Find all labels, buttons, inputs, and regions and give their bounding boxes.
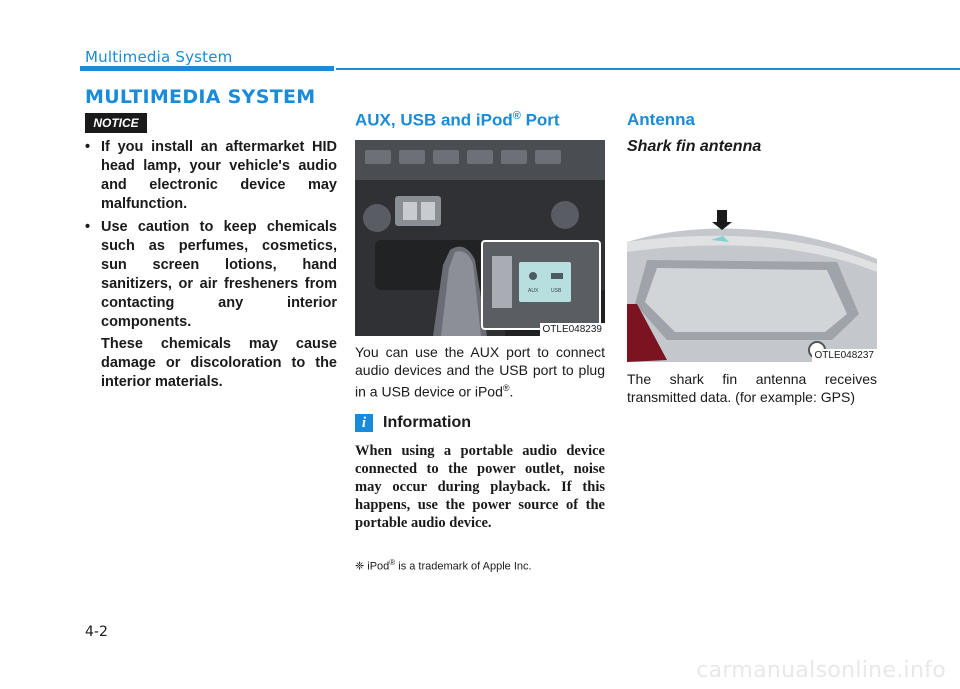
shark-fin-antenna-image — [627, 164, 877, 362]
page-title: MULTIMEDIA SYSTEM — [85, 86, 316, 108]
notice-badge: NOTICE — [85, 113, 147, 133]
car-rear-illustration — [627, 164, 877, 362]
notice-continuation: These chemicals may cause damage or discoloration to the interior materials. — [101, 336, 337, 390]
aux-usb-heading: AUX, USB and iPod® Port — [355, 110, 560, 130]
information-text: When using a portable audio device connected to the power outlet, noise may occur during playback. If this happens, use the power source of the portable audio device. — [355, 443, 605, 532]
bullet-icon: • — [85, 219, 91, 235]
aux-usb-column — [355, 110, 605, 573]
aux-usb-description: You can use the AUX port to connect audio devices and the USB port to plug in a USB device or iPod®. — [355, 343, 605, 400]
antenna-heading: Antenna — [627, 110, 695, 129]
aux-port-label: AUX — [528, 287, 539, 294]
info-icon: i — [355, 414, 373, 432]
aux-usb-port-image — [355, 140, 605, 336]
information-title: Information — [383, 414, 471, 432]
image-code: OTLE048239 — [540, 323, 606, 336]
information-header — [355, 414, 605, 432]
antenna-column — [627, 110, 877, 406]
image-code: OTLE048237 — [812, 349, 878, 362]
header-rule-thick — [80, 66, 334, 71]
watermark: carmanualsonline.info — [696, 658, 946, 683]
antenna-description: The shark fin antenna receives transmitted data. (for example: GPS) — [627, 371, 877, 405]
notice-item: • If you install an aftermarket HID head lamp, your vehicle's audio and electronic device may malfunction. — [85, 139, 337, 212]
console-illustration — [355, 140, 605, 336]
notice-item: • Use caution to keep chemicals such as perfumes, cosmetics, sun screen lotions, hand sanitizers, or air fresheners from contacting any interior components. These chemicals may cause damage or discoloration to the interior materials. — [85, 219, 337, 390]
usb-port-label: USB — [551, 287, 562, 294]
page-number: 4-2 — [85, 624, 108, 640]
header-rule-thin — [336, 68, 960, 70]
trademark-note: ❈ iPod® is a trademark of Apple Inc. — [355, 558, 532, 573]
antenna-subheading: Shark fin antenna — [627, 138, 762, 155]
notice-list — [85, 138, 337, 396]
bullet-icon: • — [85, 139, 91, 155]
header-section-label: Multimedia System — [85, 48, 233, 66]
